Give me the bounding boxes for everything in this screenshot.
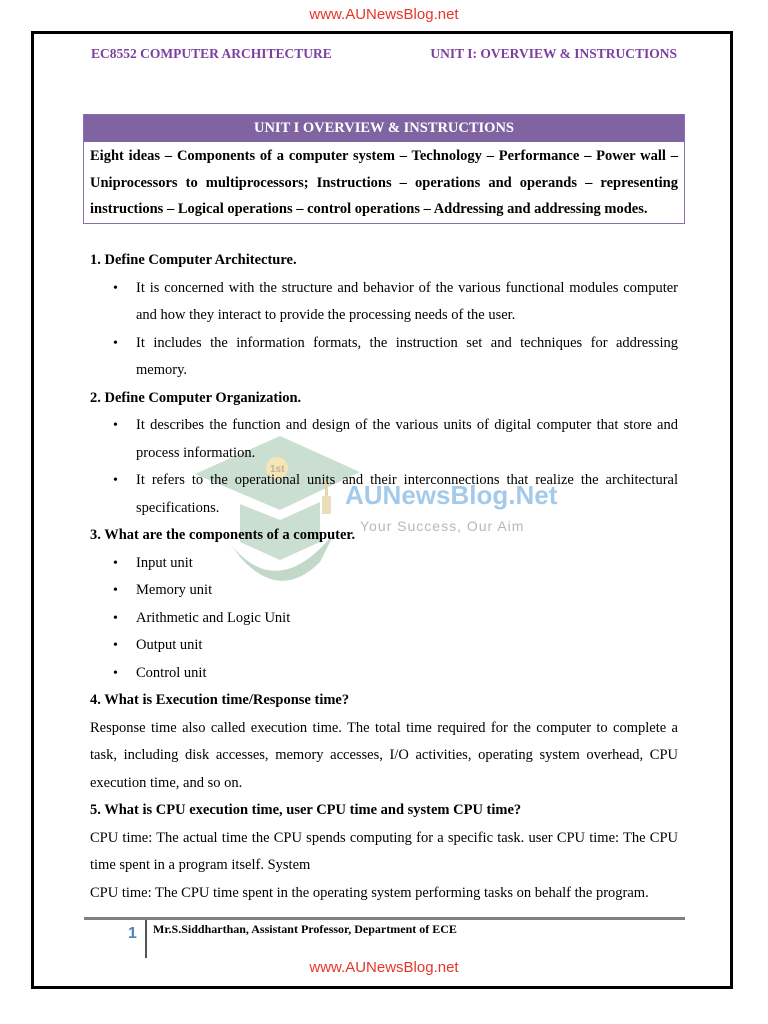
list-item: • It refers to the operational units and their interconnections that realize the architectural specifications. — [90, 467, 678, 522]
header-unit: UNIT I: OVERVIEW & INSTRUCTIONS — [430, 46, 677, 61]
list-item: • Memory unit — [90, 577, 678, 605]
page-number: 1 — [128, 925, 137, 942]
watermark-title: AUNewsBlog.Net — [345, 480, 558, 510]
question-heading: 4. What is Execution time/Response time? — [90, 692, 350, 708]
question-heading: 3. What are the components of a computer. — [90, 527, 356, 543]
question-heading: 1. Define Computer Architecture. — [90, 252, 297, 268]
syllabus-box — [83, 114, 685, 224]
list-item: • Output unit — [90, 632, 678, 660]
answer-paragraph: CPU time: The CPU time spent in the operating system performing tasks on behalf the program. — [90, 884, 649, 901]
syllabus-title: UNIT I OVERVIEW & INSTRUCTIONS — [84, 115, 684, 142]
qa-content — [90, 247, 678, 907]
bullet-list — [90, 275, 678, 385]
answer-paragraph: Response time also called execution time. The total time required for the computer to complete a task, including disk accesses, memory accesses, I/O activities, operating system overhead, CPU execution time, and so on. — [90, 719, 678, 791]
list-item: • Arithmetic and Logic Unit — [90, 605, 678, 633]
answer-paragraph: CPU time: The actual time the CPU spends computing for a specific task. user CPU time: The CPU time spent in a program itself. System — [90, 829, 678, 873]
question-heading: 5. What is CPU execution time, user CPU time and system CPU time? — [90, 802, 522, 818]
list-item: • It describes the function and design of the various units of digital computer that store and process information. — [90, 412, 678, 467]
footer-author: Mr.S.Siddharthan, Assistant Professor, Department of ECE — [153, 922, 457, 936]
badge-text: 1st — [270, 464, 285, 475]
footer-separator — [145, 920, 147, 958]
list-item: • Input unit — [90, 550, 678, 578]
question-heading: 2. Define Computer Organization. — [90, 389, 302, 406]
list-item: • It includes the information formats, the instruction set and techniques for addressing memory. — [90, 330, 678, 385]
bullet-list — [90, 412, 678, 522]
watermark-tagline: Your Success, Our Aim — [360, 518, 525, 534]
site-url-top: www.AUNewsBlog.net — [309, 6, 459, 23]
bullet-list — [90, 550, 678, 688]
header-course: EC8552 COMPUTER ARCHITECTURE — [91, 46, 332, 61]
syllabus-text: Eight ideas – Components of a computer system – Technology – Performance – Power wall – Uniprocessors to multiprocessors; Instructions – operations and operands – representing instructions – Logical operations – control operations – Addressing and addressing modes. — [90, 148, 678, 217]
footer-divider — [84, 917, 685, 920]
site-url-bottom: www.AUNewsBlog.net — [309, 959, 459, 976]
list-item: • It is concerned with the structure and behavior of the various functional modules computer and how they interact to provide the processing needs of the user. — [90, 275, 678, 330]
list-item: • Control unit — [90, 660, 678, 688]
